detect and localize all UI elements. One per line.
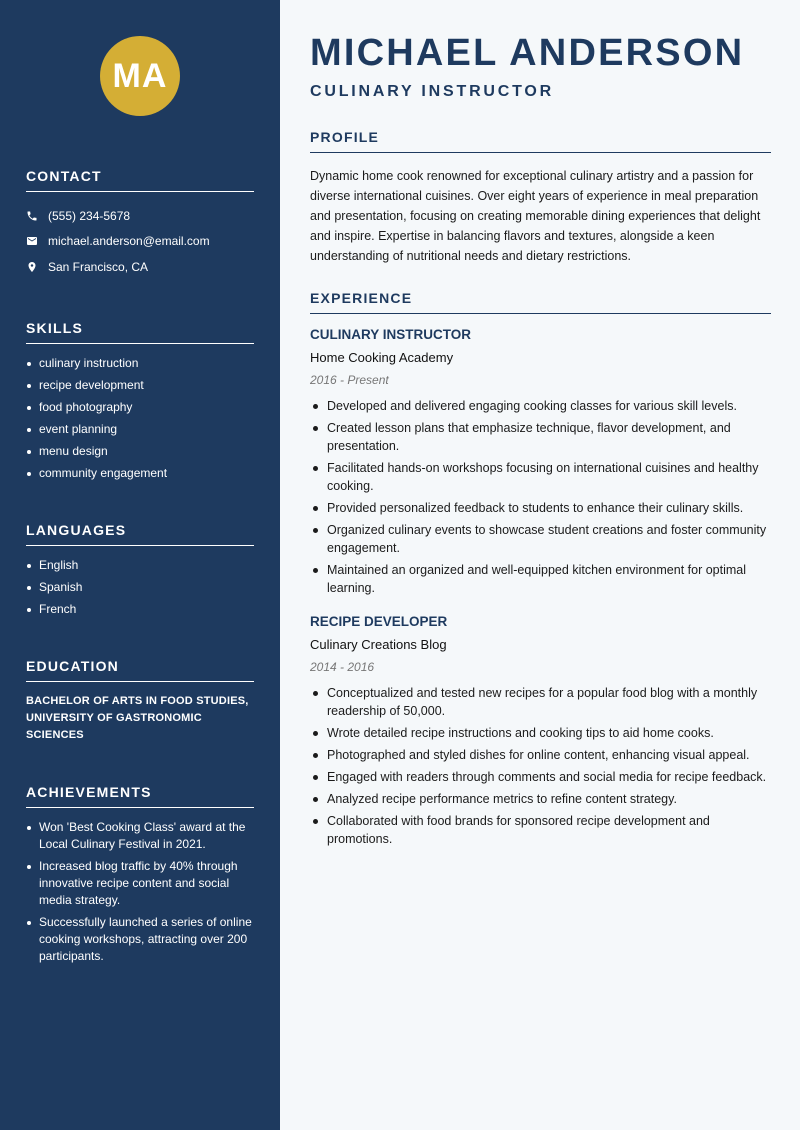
education-section — [26, 658, 254, 744]
achievement-item: Increased blog traffic by 40% through innovative recipe content and social media strategy. — [26, 858, 254, 909]
map-pin-icon — [26, 261, 48, 273]
languages-list — [26, 557, 254, 618]
education-heading: EDUCATION — [26, 658, 254, 682]
contact-email — [26, 229, 254, 255]
job-dates: 2014 - 2016 — [310, 660, 375, 674]
skills-section — [26, 320, 254, 482]
job-bullets — [310, 397, 771, 597]
profile-heading: PROFILE — [310, 129, 771, 153]
job-bullet: Provided personalized feedback to students to enhance their culinary skills. — [310, 499, 771, 517]
profile-text: Dynamic home cook renowned for exceptional culinary artistry and a passion for diverse international cuisines. Over eight years of experience in meal preparation and presentation, focusing on creating memorable dining experiences that delight and inspire. Expertise in balancing flavors and textures, alongside a keen understanding of nutritional needs and dietary restrictions. — [310, 169, 761, 263]
contact-phone — [26, 203, 254, 229]
phone-icon — [26, 210, 48, 222]
skill-item: event planning — [26, 421, 254, 438]
job-bullet: Organized culinary events to showcase student creations and foster community engagement. — [310, 521, 771, 557]
skills-heading: SKILLS — [26, 320, 254, 344]
achievement-item: Successfully launched a series of online cooking workshops, attracting over 200 participants. — [26, 914, 254, 965]
achievements-heading: ACHIEVEMENTS — [26, 784, 254, 808]
sidebar — [0, 0, 280, 1130]
job-bullets — [310, 684, 771, 848]
candidate-name: MICHAEL ANDERSON — [310, 32, 745, 74]
skill-item: menu design — [26, 443, 254, 460]
job-bullet: Developed and delivered engaging cooking classes for various skill levels. — [310, 397, 771, 415]
achievement-item: Won 'Best Cooking Class' award at the Local Culinary Festival in 2021. — [26, 819, 254, 853]
candidate-title: CULINARY INSTRUCTOR — [310, 83, 555, 100]
job-role: CULINARY INSTRUCTOR — [310, 327, 472, 342]
skill-item: recipe development — [26, 377, 254, 394]
contact-location — [26, 254, 254, 280]
skills-list — [26, 355, 254, 482]
contact-section — [26, 168, 254, 280]
skill-item: food photography — [26, 399, 254, 416]
education-degree: BACHELOR OF ARTS IN FOOD STUDIES, UNIVERSITY OF GASTRONOMIC SCIENCES — [26, 694, 249, 741]
job-bullet: Facilitated hands-on workshops focusing on international cuisines and healthy cooking. — [310, 459, 771, 495]
experience-entry — [310, 326, 771, 597]
job-company: Culinary Creations Blog — [310, 637, 447, 652]
email-text: michael.anderson@email.com — [48, 234, 210, 249]
avatar-initials: MA — [100, 36, 180, 116]
achievements-section — [26, 784, 254, 965]
skill-item: community engagement — [26, 465, 254, 482]
job-company: Home Cooking Academy — [310, 350, 454, 365]
job-role: RECIPE DEVELOPER — [310, 614, 448, 629]
job-bullet: Created lesson plans that emphasize technique, flavor development, and presentation. — [310, 419, 771, 455]
job-bullet: Analyzed recipe performance metrics to refine content strategy. — [310, 790, 771, 808]
achievements-list — [26, 819, 254, 965]
job-bullet: Conceptualized and tested new recipes for a popular food blog with a monthly readership of 50,000. — [310, 684, 771, 720]
languages-section — [26, 522, 254, 618]
language-item: French — [26, 601, 254, 618]
location-text: San Francisco, CA — [48, 259, 149, 274]
job-bullet: Collaborated with food brands for sponsored recipe development and promotions. — [310, 812, 771, 848]
job-bullet: Wrote detailed recipe instructions and cooking tips to aid home cooks. — [310, 724, 771, 742]
phone-text: (555) 234-5678 — [48, 208, 131, 223]
job-bullet: Maintained an organized and well-equipped kitchen environment for optimal learning. — [310, 561, 771, 597]
experience-entry — [310, 613, 771, 848]
languages-heading: LANGUAGES — [26, 522, 254, 546]
main-content — [310, 0, 771, 852]
language-item: English — [26, 557, 254, 574]
job-dates: 2016 - Present — [310, 373, 389, 387]
job-bullet: Engaged with readers through comments and social media for recipe feedback. — [310, 768, 771, 786]
language-item: Spanish — [26, 579, 254, 596]
contact-heading: CONTACT — [26, 168, 254, 192]
experience-heading: EXPERIENCE — [310, 290, 771, 314]
envelope-icon — [26, 235, 48, 247]
job-bullet: Photographed and styled dishes for online content, enhancing visual appeal. — [310, 746, 771, 764]
skill-item: culinary instruction — [26, 355, 254, 372]
